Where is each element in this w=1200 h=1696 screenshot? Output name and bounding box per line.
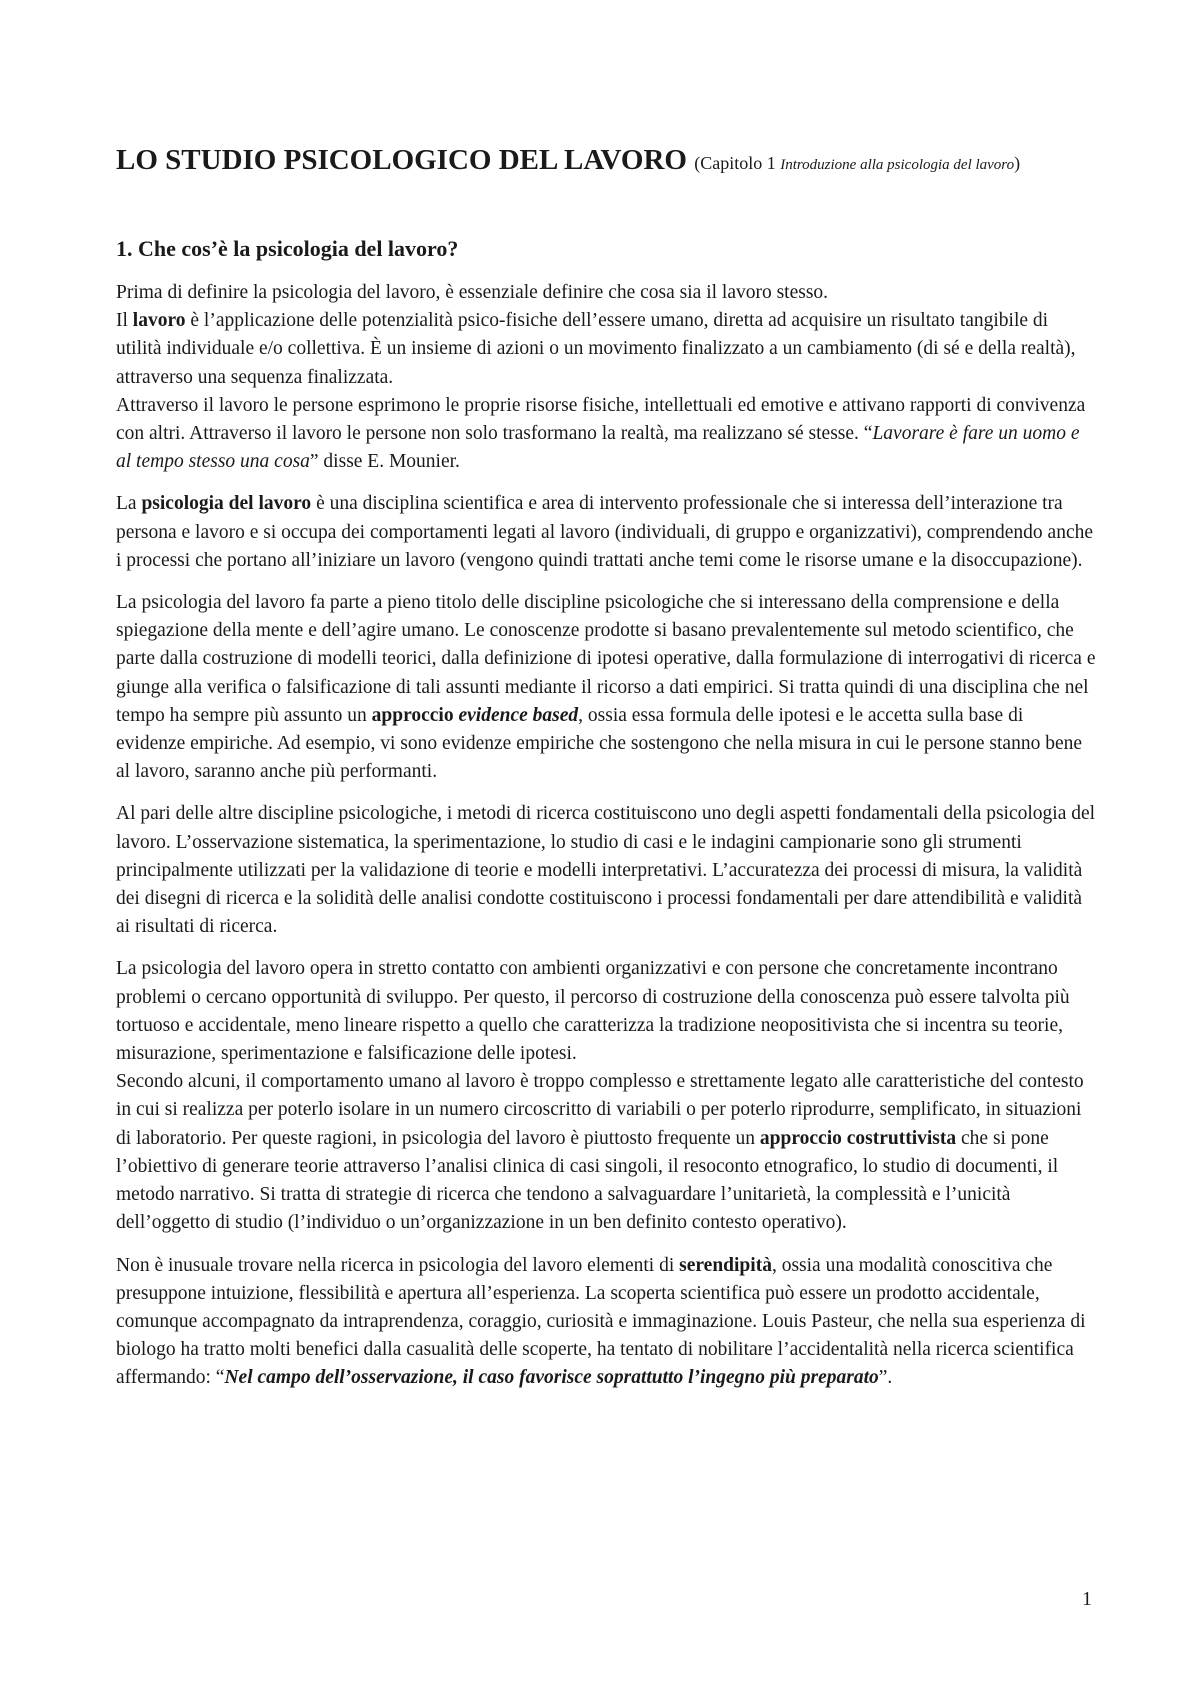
paragraph-4 bbox=[116, 490, 1096, 575]
chapter-reference-suffix: ) bbox=[1014, 153, 1021, 173]
text-run: approccio bbox=[371, 704, 459, 726]
quote-pasteur: Nel campo dell’osservazione, il caso favorisce soprattutto l’ingegno più preparato bbox=[224, 1367, 879, 1389]
page-number: 1 bbox=[1082, 1588, 1092, 1610]
section-heading: 1. Che cos’è la psicologia del lavoro? bbox=[116, 236, 459, 261]
text-run: ”. bbox=[878, 1367, 893, 1389]
text-run: La psicologia del lavoro fa parte a pieno titolo delle discipline psicologiche che si interessano della comprensione e della spiegazione della mente e dell’agire umano. Le conoscenze prodotte si basano prevalentemente sul metodo scientifico, che parte dalla costruzione di modelli teorici, dalla definizione di ipotesi operative, dalla formulazione di interrogativi di ricerca e giunge alla verifica o falsificazione di tali assunti mediante il ricorso a dati empirici. Si tratta quindi di una disciplina che nel tempo ha sempre più assunto un bbox=[116, 592, 1096, 726]
paragraph-7: La psicologia del lavoro opera in stretto contatto con ambienti organizzativi e con persone che concretamente incontrano problemi o cercano opportunità di sviluppo. Per questo, il percorso di costruzione della conoscenza può essere talvolta più tortuoso e accidentale, meno lineare rispetto a quello che caratterizza la tradizione neopositivista che si incentra su teorie, misurazione, sperimentazione e falsificazione delle ipotesi. bbox=[116, 958, 1070, 1065]
text-run: Il bbox=[116, 310, 133, 332]
bold-term-serendipita: serendipità bbox=[679, 1254, 772, 1276]
text-run: Attraverso il lavoro le persone esprimono le proprie risorse fisiche, intellettuali ed emotive e attivano rapporti di convivenza con altri. Attraverso il lavoro le persone non solo trasformano la realtà, ma realizzano sé stesse. “ bbox=[116, 394, 1086, 445]
text-run: che si pone l’obiettivo di generare teorie attraverso l’analisi clinica di casi singoli, il resoconto etnografico, lo studio di documenti, il metodo narrativo. Si tratta di strategie di ricerca che tendono a salvaguardare l’unitarietà, la complessità e l’unicità dell’oggetto di studio (l’individuo o un’organizzazione in un ben definito contesto operativo). bbox=[116, 1127, 1059, 1234]
paragraph-2 bbox=[116, 307, 1096, 392]
paragraph-5 bbox=[116, 589, 1096, 786]
text-run: , ossia una modalità conoscitiva che presuppone intuizione, flessibilità e apertura all’esperienza. La scoperta scientifica può essere un prodotto accidentale, comunque accompagnato da intraprendenza, coraggio, curiosità e immaginazione. Louis Pasteur, che nella sua esperienza di biologo ha tratto molti benefici dalla casualità delle scoperte, ha tentato di nobilitare l’accidentalità nella ricerca scientifica affermando: “ bbox=[116, 1254, 1086, 1389]
bold-term-psicologia-del-lavoro: psicologia del lavoro bbox=[141, 493, 312, 515]
text-run: Secondo alcuni, il comportamento umano al lavoro è troppo complesso e strettamente legato alle caratteristiche del contesto in cui si realizza per poterlo isolare in un numero circoscritto di variabili o per poterlo riprodurre, semplificato, in situazioni di laboratorio. Per queste ragioni, in psicologia del lavoro è piuttosto frequente un bbox=[116, 1071, 1084, 1149]
text-run: è una disciplina scientifica e area di intervento professionale che si interessa dell’interazione tra persona e lavoro e si occupa dei comportamenti legati al lavoro (individuali, di gruppo e organizzativi), comprendendo anche i processi che portano all’iniziare un lavoro (vengono quindi trattati anche temi come le risorse umane e la disoccupazione). bbox=[116, 493, 1094, 571]
paragraph-9 bbox=[116, 1252, 1096, 1393]
text-run: ” disse E. Mounier. bbox=[309, 451, 460, 473]
paragraph-1: Prima di definire la psicologia del lavoro, è essenziale definire che cosa sia il lavoro stesso. bbox=[116, 282, 829, 303]
chapter-reference bbox=[694, 153, 1020, 173]
quote-mounier: Lavorare è fare un uomo e al tempo stesso una cosa bbox=[116, 423, 1080, 473]
italic-term-evidence-based: evidence based bbox=[458, 704, 579, 726]
text-run: è l’applicazione delle potenzialità psico-fisiche dell’essere umano, diretta ad acquisire un risultato tangibile di utilità individuale e/o collettiva. È un insieme di azioni o un movimento finalizzato a un cambiamento (di sé e della realtà), attraverso una sequenza finalizzata. bbox=[116, 310, 1076, 388]
title-text: LO STUDIO PSICOLOGICO DEL LAVORO bbox=[116, 144, 687, 176]
text-run: La bbox=[116, 493, 142, 515]
paragraph-6: Al pari delle altre discipline psicologiche, i metodi di ricerca costituiscono uno degli aspetti fondamentali della psicologia del lavoro. L’osservazione sistematica, la sperimentazione, lo studio di casi e le indagini campionarie sono gli strumenti principalmente utilizzati per la validazione di teorie e modelli interpretativi. L’accuratezza dei processi di misura, la validità dei disegni di ricerca e la solidità delle analisi condotte costituiscono i processi fondamentali per dare attendibilità e validità ai risultati di ricerca. bbox=[116, 803, 1096, 938]
paragraph-8 bbox=[116, 1068, 1096, 1237]
chapter-reference-prefix: (Capitolo 1 bbox=[694, 153, 781, 173]
page-content bbox=[116, 142, 1096, 1407]
bold-term-approccio-evidence-based bbox=[372, 705, 579, 726]
text-run: , ossia essa formula delle ipotesi e le accetta sulla base di evidenze empiriche. Ad esempio, vi sono evidenze empiriche che sostengono che nella misura in cui le persone stanno bene al lavoro, saranno anche più performanti. bbox=[116, 704, 1083, 783]
text-run: Non è inusuale trovare nella ricerca in psicologia del lavoro elementi di bbox=[116, 1254, 680, 1276]
page-title bbox=[116, 142, 1096, 183]
bold-term-approccio-costruttivista: approccio costruttivista bbox=[759, 1127, 957, 1149]
bold-term-lavoro: lavoro bbox=[132, 310, 186, 332]
paragraph-3 bbox=[116, 392, 1096, 477]
chapter-reference-title: Introduzione alla psicologia del lavoro bbox=[780, 157, 1015, 173]
